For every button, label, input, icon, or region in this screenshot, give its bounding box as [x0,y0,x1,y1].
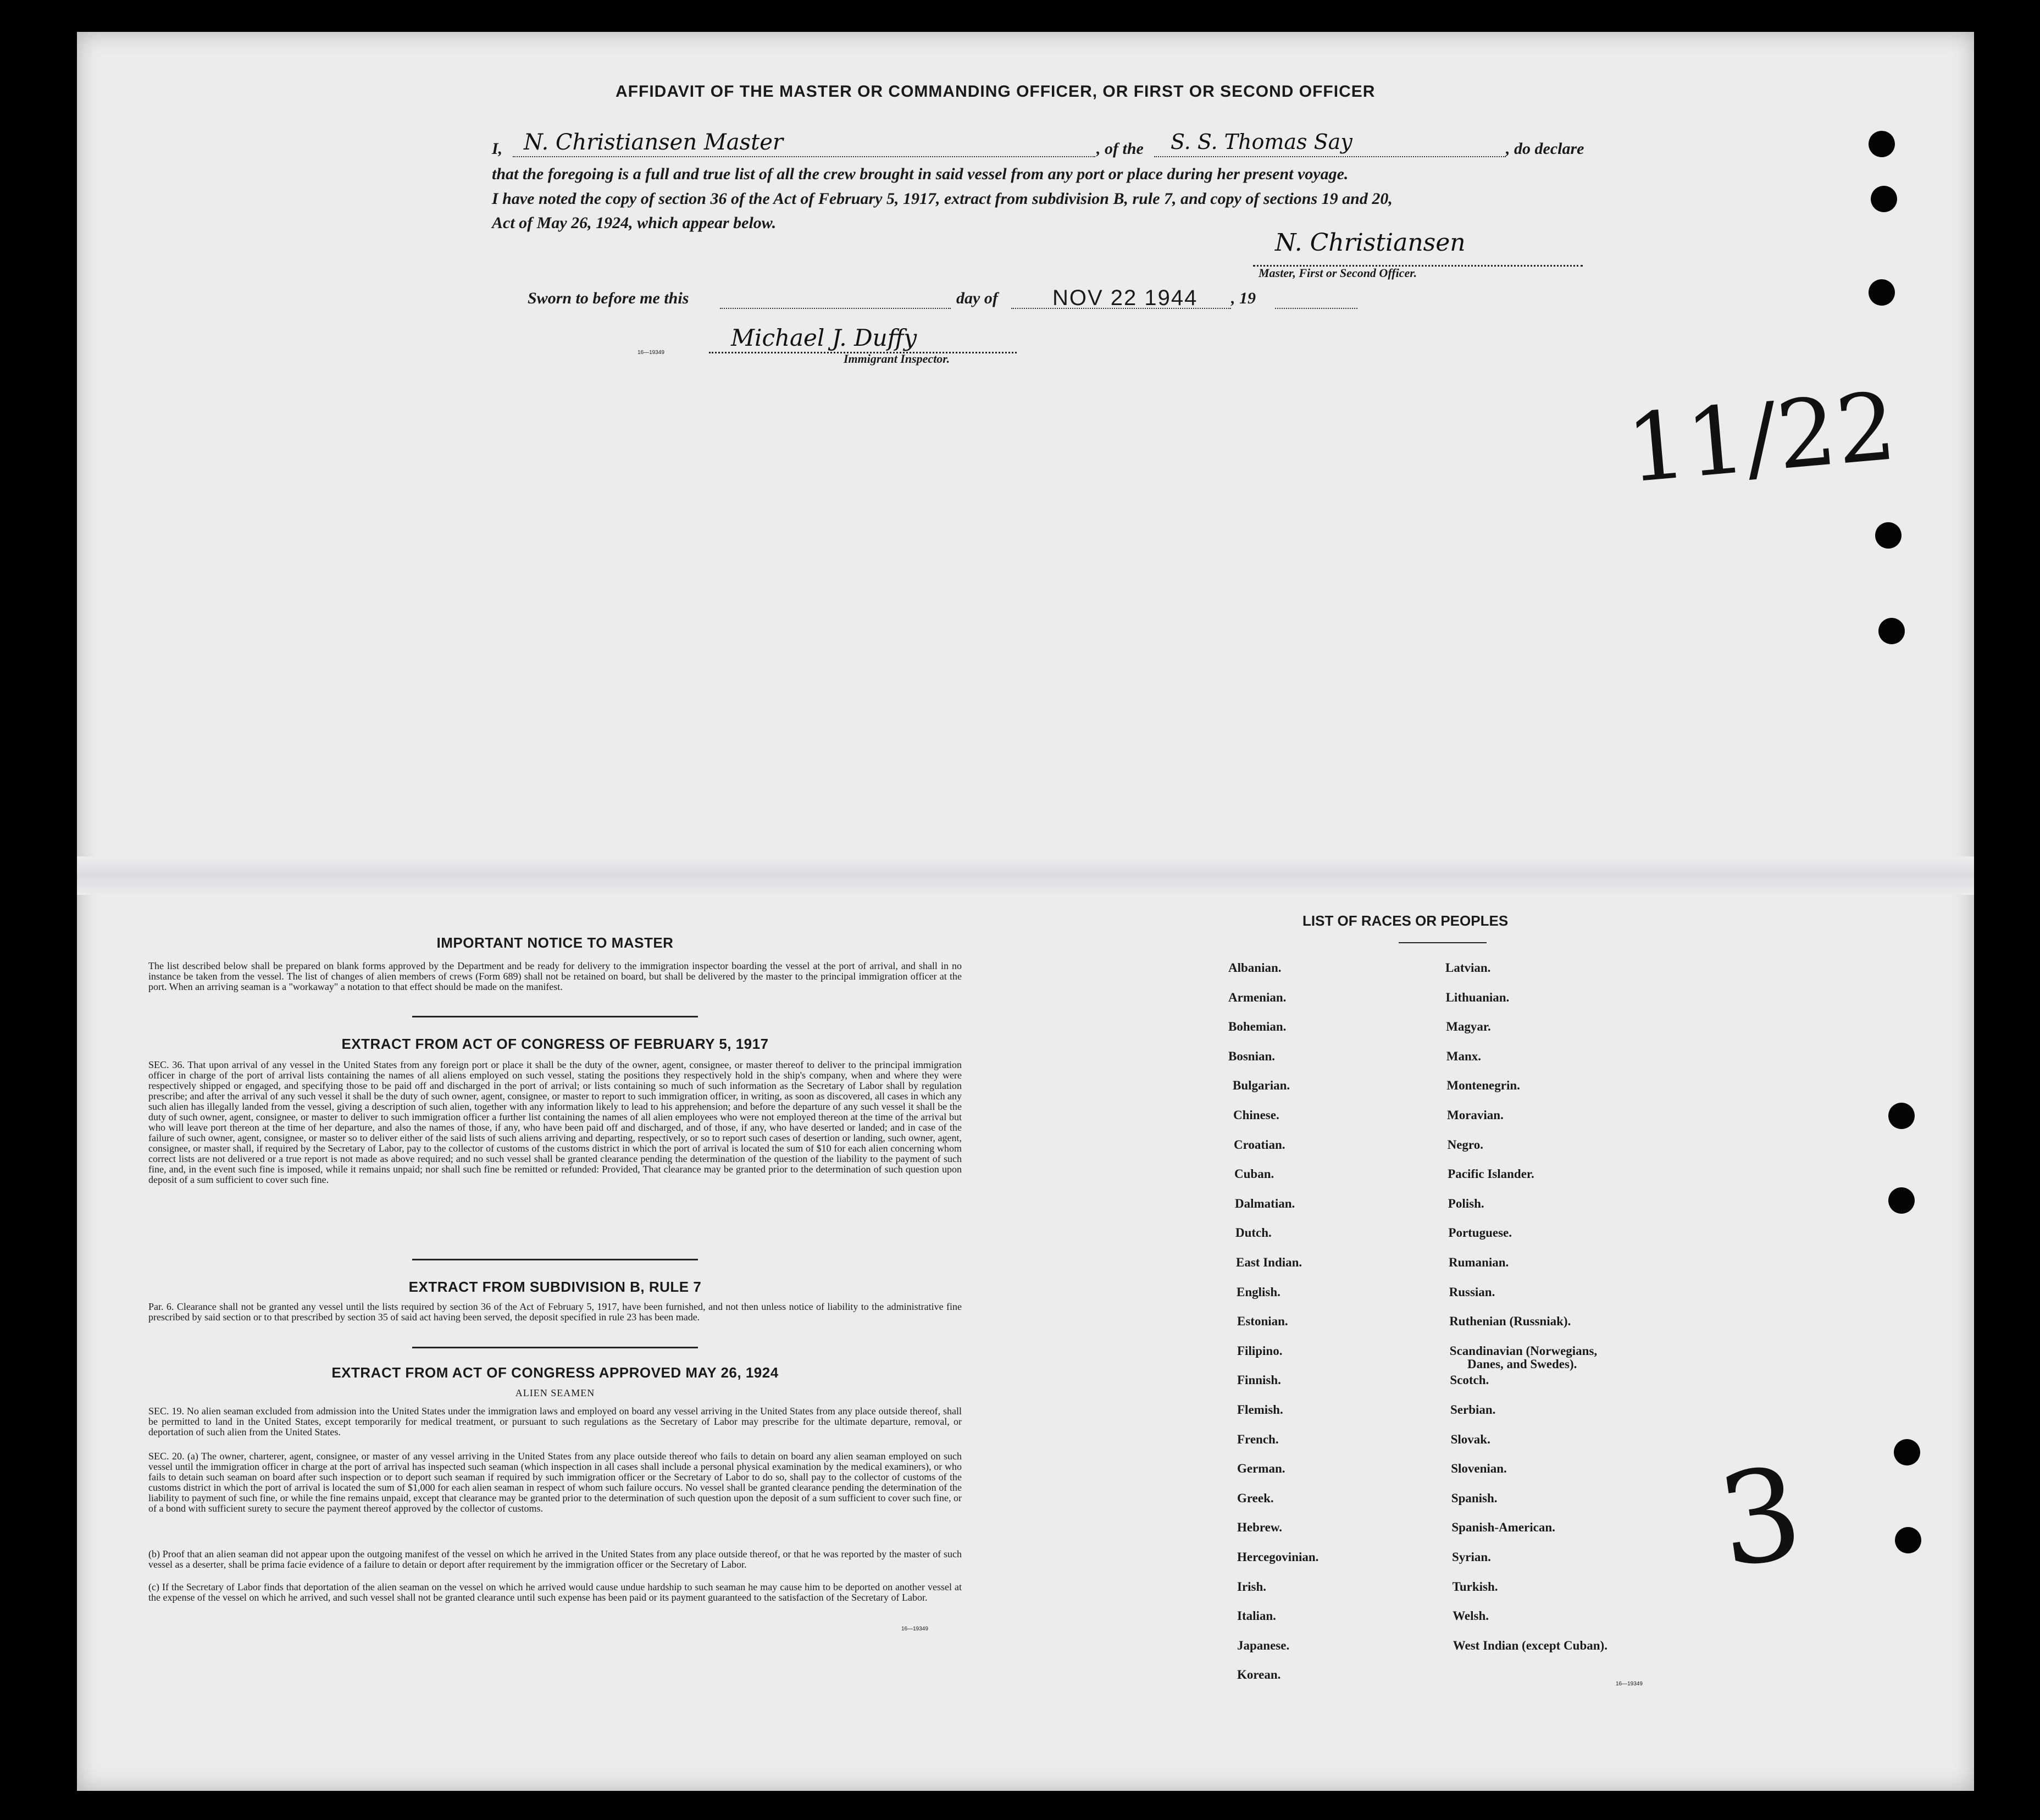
race-item: Dutch. [1235,1226,1272,1240]
punch-hole [1871,186,1897,212]
race-item: Armenian. [1228,990,1287,1004]
race-item: Slovak. [1450,1432,1490,1446]
race-item-continuation: Danes, and Swedes). [1467,1357,1577,1371]
race-item: Korean. [1237,1668,1281,1682]
race-item: Scandinavian (Norwegians, [1449,1343,1598,1358]
race-item: Pacific Islander. [1448,1167,1534,1181]
master-signature-caption: Master, First or Second Officer. [1259,266,1417,280]
race-item: Irish. [1237,1579,1267,1594]
race-item: Moravian. [1447,1108,1504,1122]
punch-hole [1895,1527,1921,1553]
race-item: Japanese. [1237,1638,1290,1652]
race-item: Croatian. [1234,1137,1285,1152]
sworn-date-field [1011,286,1231,310]
master-name-handwriting: N. Christiansen Master [524,130,784,155]
affidavit-form-code: 16—19349 [637,350,664,356]
race-item: Scotch. [1450,1373,1489,1387]
race-item: Turkish. [1452,1579,1498,1594]
race-item: Montenegrin. [1446,1078,1520,1093]
extract-1917-text: SEC. 36. That upon arrival of any vessel in the United States from any foreign port or place it shall be the duty of the owner, agent, consignee, or master thereof to deliver to the principal immigration officer in charge of the port of arrival lists containing the names of all aliens employed on such vessel, stating the positions they respectively hold in the ship's company, when and where they were respectively shipped or engaged, and specifying those to be paid off and discharged in the port of arrival; or lists containing so much of such information as the Secretary of Labor shall by regulation prescribe; and after the arrival of any such vessel it shall be the duty of such owner, agent, consignee, or master to report to such immigration officer, in writing, as soon as discovered, all cases in which any such alien has illegally landed from the vessel, giving a description of such alien, together with any information likely to lead to his apprehension; and before the departure of any such vessel it shall be the duty of such owner, agent, consignee, or master to deliver to such immigration officer a further list containing the names of all alien employees who were not employed thereon at the time of the arrival but who will leave port thereon at the time of her departure, and also the names of those, if any, who have been paid off and discharged, and of those, if any, who have deserted or landed; and in case of the failure of such owner, agent, consignee, or master so to deliver either of the said lists of such aliens arriving and departing, respectively, or so to report such cases of desertion or landing, such owner, agent, consignee, or master shall, if required by the Secretary of Labor, pay to the collector of customs of the customs district in which the port of arrival is located the sum of $10 for each alien concerning whom correct lists are not delivered or a true report is not made as above required; and no such vessel shall be granted clearance pending the determination of the question of the liability to the payment of such fine, and, in the event such fine is imposed, while it remains unpaid; nor shall such fine be remitted or refunded: Provided, That clearance may be granted prior to the determination of such question upon deposit of a sum sufficient to cover such fine. [148,1059,962,1185]
race-item: Spanish-American. [1451,1520,1555,1535]
document-sheet [77,32,1974,1791]
punch-hole [1888,1187,1915,1214]
race-item: Rumanian. [1449,1255,1509,1269]
date-stamp: NOV 22 1944 [1052,286,1198,310]
race-item: Hebrew. [1237,1520,1282,1535]
inspector-signature: Michael J. Duffy [731,324,917,351]
race-item: Magyar. [1446,1020,1491,1034]
race-item: Spanish. [1451,1491,1498,1505]
extract-1924-form-code: 16—19349 [901,1626,928,1632]
year-suffix-label: , 19 [1231,289,1256,307]
races-form-code: 16—19349 [1616,1681,1643,1687]
race-item: Negro. [1447,1137,1483,1152]
day-of-label: day of [956,289,998,307]
punch-hole [1888,1103,1915,1129]
race-item: German. [1237,1462,1285,1476]
races-right-column [1445,961,1709,1730]
extract-rule7-title: EXTRACT FROM SUBDIVISION B, RULE 7 [408,1279,702,1295]
notice-text: The list described below shall be prepared on blank forms approved by the Department and be ready for delivery to the immigration inspector boarding the vessel at the port of arrival, and shall in no instance be taken from the vessel. The list of changes of alien members of crews (Form 689) shall not be retained on board, but shall be delivered by the master to the principal immigration officer at the port. When an arriving seaman is a "workaway" a notation to that effect should be made on the manifest. [148,960,962,992]
race-item: Dalmatian. [1235,1196,1295,1210]
sworn-label: Sworn to before me this [528,289,689,307]
year-field [1275,290,1357,309]
punch-hole [1869,279,1895,306]
races-title-rule [1399,942,1487,943]
race-item: Polish. [1448,1196,1484,1210]
races-left-column [1228,961,1448,1730]
extract-1924-title: EXTRACT FROM ACT OF CONGRESS APPROVED MAY 26, 1924 [331,1364,779,1381]
race-item: Lithuanian. [1445,990,1510,1004]
races-title: LIST OF RACES OR PEOPLES [1302,912,1509,929]
race-item: Slovenian. [1451,1462,1507,1476]
punch-hole [1869,131,1895,157]
affidavit-i-label: I, [492,140,503,158]
race-item: English. [1237,1285,1280,1299]
race-item: East Indian. [1236,1255,1302,1269]
handwritten-page-number: 3 [1710,1440,1811,1596]
race-item: Cuban. [1234,1167,1274,1181]
extract-1924-sec20c: (c) If the Secretary of Labor finds that deportation of the alien seaman on the vessel on which he arrived would cause undue hardship to such seaman he may cause him to be deported on another vessel at the expense of the vessel on which he arrived, and such vessel shall not be granted clearance until such expense has been paid or its payment guaranteed to the satisfaction of the Secretary of Labor. [148,1581,962,1603]
affidavit-line-3: I have noted the copy of section 36 of the Act of February 5, 1917, extract from subdivision B, rule 7, and copy of sections 19 and 20, [492,190,1393,208]
race-item: Bosnian. [1228,1049,1276,1063]
race-item: Hercegovinian. [1237,1550,1319,1564]
race-item: French. [1237,1432,1279,1446]
extract-1924-sec20a: SEC. 20. (a) The owner, charterer, agent, consignee, or master of any vessel arriving in the United States from any place outside thereof who fails to detain on board any alien seaman employed on such vessel until the immigration officer in charge at the port of arrival has inspected such seaman (which inspection in all cases shall include a personal physical examination by the medical examiners), or who fails to detain such seaman on board after such inspection or to deport such seaman if required by such immigration officer or the Secretary of Labor to do so, shall pay to the collector of customs of the customs district in which the port of arrival is located the sum of $1,000 for each alien seaman in respect of whom such failure occurs. No vessel shall be granted clearance pending the determination of the liability to payment of such fine, or while the fine remains unpaid, except that clearance may be granted prior to the determination of such question upon the deposit of a sum sufficient to cover such fine, or of a bond with sufficient surety to secure the payment thereof approved by the collector of customs. [148,1451,962,1514]
notice-title: IMPORTANT NOTICE TO MASTER [436,934,674,951]
inspector-caption: Immigrant Inspector. [844,352,950,366]
inspector-signature-line [709,324,1017,353]
race-item: Finnish. [1237,1373,1281,1387]
master-signature-line [1253,229,1583,267]
race-item: Estonian. [1237,1314,1288,1329]
race-item: Welsh. [1453,1609,1489,1623]
race-item: Flemish. [1237,1403,1283,1417]
vessel-name-handwriting: S. S. Thomas Say [1171,130,1352,154]
race-item: Chinese. [1233,1108,1279,1122]
paper-fold [77,856,1974,895]
race-item: Albanian. [1228,961,1282,975]
race-item: West Indian (except Cuban). [1453,1638,1607,1652]
race-item: Italian. [1237,1609,1276,1623]
master-name-field [513,130,1095,157]
race-item: Portuguese. [1448,1226,1512,1240]
sworn-day-field [720,290,951,309]
extract-1924-sec20b: (b) Proof that an alien seaman did not appear upon the outgoing manifest of the vessel on which he arrived in the United States from any place outside thereof, or that he was reported by the master of such vessel as a deserter, shall be prima facie evidence of a failure to detain or deport after requirement by the immigration officer or the Secretary of Labor. [148,1548,962,1570]
vessel-name-field [1154,130,1506,157]
extract-rule7-text: Par. 6. Clearance shall not be granted any vessel until the lists required by section 36 of the Act of February 5, 1917, have been furnished, and not then unless notice of liability to the administrative fine prescribed by said section or to that prescribed by section 35 of said act having been served, the deposit specified in rule 23 has been made. [148,1301,962,1323]
master-signature: N. Christiansen [1275,229,1466,257]
extract-1924-subtitle: ALIEN SEAMEN [515,1387,595,1398]
notice-rule [412,1016,698,1017]
extract-1924-sec19: SEC. 19. No alien seaman excluded from admission into the United States under the immigration laws and employed on board any vessel arriving in the United States from any place outside thereof, shall be permitted to land in the United States, except temporarily for medical treatment, or pursuant to such regulations as the Secretary of Labor may prescribe for the ultimate departure, removal, or deportation of such alien from the United States. [148,1406,962,1437]
extract-1917-rule [412,1259,698,1260]
affidavit-line-2: that the foregoing is a full and true list of all the crew brought in said vessel from any port or place during her present voyage. [492,165,1349,183]
race-item: Serbian. [1450,1403,1496,1417]
race-item: Bohemian. [1228,1020,1287,1034]
race-item: Ruthenian (Russniak). [1449,1314,1571,1329]
race-item: Latvian. [1445,961,1491,975]
race-item: Filipino. [1237,1343,1283,1358]
race-item: Bulgarian. [1233,1078,1290,1093]
punch-hole [1875,522,1902,549]
race-item: Greek. [1237,1491,1274,1505]
race-item: Russian. [1449,1285,1495,1299]
handwritten-date-annotation: 11/22 [1622,372,1900,504]
of-the-label: , of the [1096,140,1144,158]
affidavit-line-4: Act of May 26, 1924, which appear below. [492,214,777,232]
punch-hole [1894,1439,1920,1465]
extract-1917-title: EXTRACT FROM ACT OF CONGRESS OF FEBRUARY 5, 1917 [341,1036,769,1052]
race-item: Manx. [1446,1049,1482,1063]
extract-rule7-rule [412,1347,698,1348]
affidavit-title: AFFIDAVIT OF THE MASTER OR COMMANDING OFFICER, OR FIRST OR SECOND OFFICER [616,82,1376,101]
race-item: Syrian. [1452,1550,1491,1564]
punch-hole [1878,618,1905,644]
declare-label: , do declare [1506,140,1584,158]
